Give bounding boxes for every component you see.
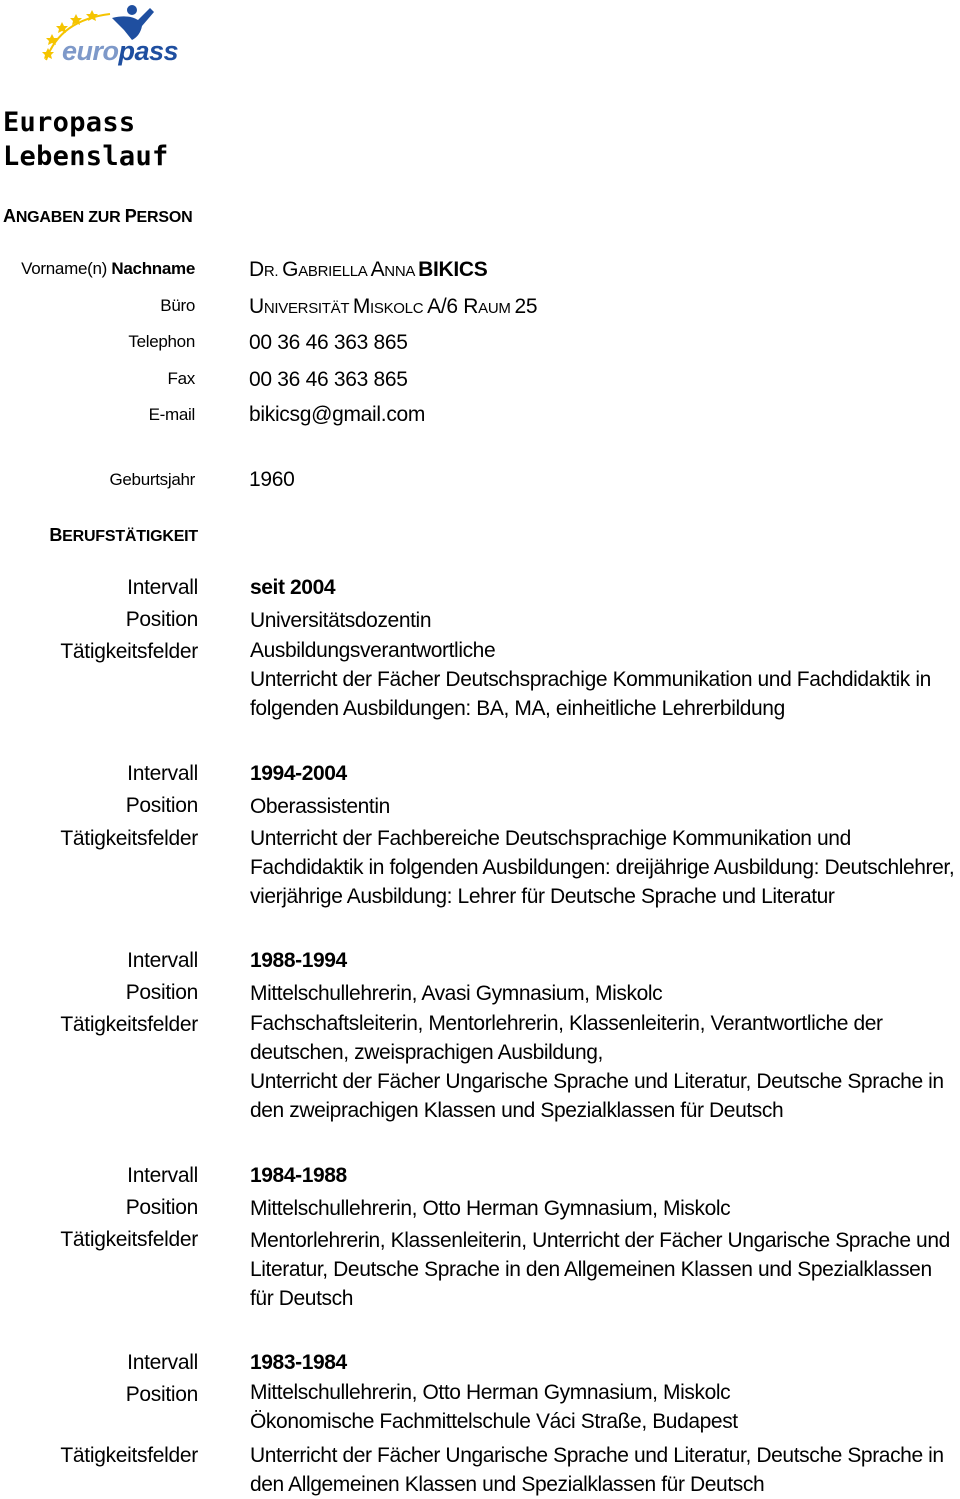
fields-label: Tätigkeitsfelder [60,640,198,663]
birth-label: Geburtsjahr [109,470,195,489]
position-value: Mittelschullehrerin, Otto Herman Gymnasium, Miskolc Ökonomische Fachmittelschule Váci Straße, Budapest [250,1381,738,1433]
birth-value: 1960 [249,468,295,491]
fields-value: Fachschaftsleiterin, Mentorlehrerin, Klassenleiterin, Verantwortliche der deutschen, zweisprachigen Ausbildung, Unterricht der Fächer Ungarische Sprache und Literatur, Deutsche Sprache in den zweiprachigen Klassen und Spezialklassen für Deutsch [250,1012,944,1122]
position-label: Position [125,1196,198,1219]
interval-label: Intervall [127,762,198,785]
title-line-1: Europass [3,107,136,138]
interval-value: 1988-1994 [250,949,347,972]
interval-label: Intervall [127,1351,198,1374]
interval-value: 1983-1984 [250,1351,347,1374]
personal-section-heading: ANGABEN ZUR PERSON [3,206,193,226]
fields-label: Tätigkeitsfelder [60,1013,198,1036]
logo-wordmark: europass [62,36,179,66]
fields-label: Tätigkeitsfelder [60,1444,198,1467]
interval-value: seit 2004 [250,576,336,599]
fields-value: Unterricht der Fächer Ungarische Sprache und Literatur, Deutsche Sprache in den Allgemeinen Klassen und Spezialklassen für Deutsch [250,1444,944,1496]
fields-value: Mentorlehrerin, Klassenleiterin, Unterricht der Fächer Ungarische Sprache und Literatur, Deutsche Sprache in den Allgemeinen Klassen und Spezialklassen für Deutsch [250,1229,950,1310]
position-value: Universitätsdozentin [250,609,432,632]
position-value: Mittelschullehrerin, Avasi Gymnasium, Miskolc [250,982,663,1005]
career-section-heading: BERUFSTÄTIGKEIT [49,525,198,545]
fields-value: Ausbildungsverantwortliche Unterricht der Fächer Deutschsprachige Kommunikation und Fachdidaktik in folgenden Ausbildungen: BA, MA, einheitliche Lehrerbildung [250,639,931,720]
email-value[interactable]: bikicsg@gmail.com [249,403,426,426]
position-value: Mittelschullehrerin, Otto Herman Gymnasium, Miskolc [250,1197,731,1220]
position-label: Position [125,1383,198,1406]
fields-label: Tätigkeitsfelder [60,1228,198,1251]
office-value: UNIVERSITÄT MISKOLC A/6 RAUM 25 [249,295,538,318]
europass-logo [40,0,180,78]
position-label: Position [125,608,198,631]
document-title [3,106,169,174]
fax-value: 00 36 46 363 865 [249,368,408,391]
title-line-2: Lebenslauf [3,141,169,172]
position-label: Position [125,794,198,817]
email-label: E-mail [148,405,195,424]
interval-label: Intervall [127,1164,198,1187]
interval-label: Intervall [127,576,198,599]
fields-value: Unterricht der Fachbereiche Deutschsprachige Kommunikation und Fachdidaktik in folgenden Ausbildungen: dreijährige Ausbildung: Deutschlehrer, vierjährige Ausbildung: Lehrer für Deutsche Sprache und Literatur [250,827,955,908]
interval-label: Intervall [127,949,198,972]
fax-label: Fax [167,369,195,388]
office-label: Büro [160,296,195,315]
phone-value: 00 36 46 363 865 [249,331,408,354]
phone-label: Telephon [128,332,195,351]
fields-label: Tätigkeitsfelder [60,827,198,850]
name-label: Vorname(n) Nachname [21,259,195,278]
interval-value: 1994-2004 [250,762,347,785]
name-value: DR. GABRIELLA ANNA BIKICS [249,258,488,281]
interval-value: 1984-1988 [250,1164,347,1187]
position-label: Position [125,981,198,1004]
position-value: Oberassistentin [250,795,390,818]
